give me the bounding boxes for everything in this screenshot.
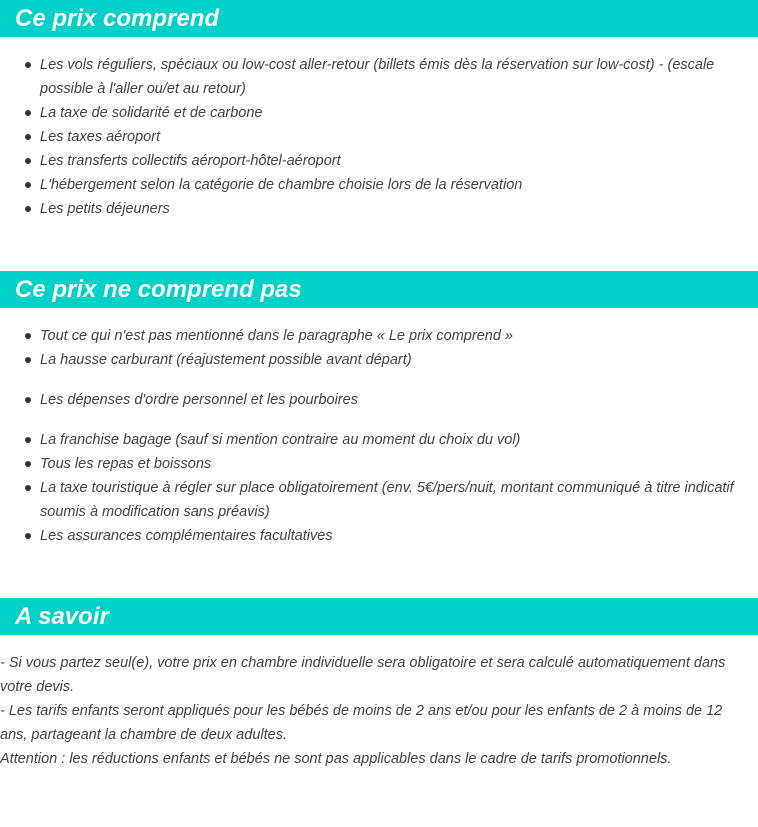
list-item-text: La franchise bagage (sauf si mention contraire au moment du choix du vol) [40,432,521,448]
info-note-child-rates: - Les tarifs enfants seront appliqués pour les bébés de moins de 2 ans et/ou pour les enfants de 2 à moins de 12 ans, partageant la chambre de deux adultes. [0,703,723,743]
bullet-icon [25,206,31,212]
list-item-text: Les assurances complémentaires facultatives [40,528,333,544]
info-notes [0,651,752,771]
list-item [0,173,756,197]
list-item [0,125,756,149]
info-note-single-room: - Si vous partez seul(e), votre prix en chambre individuelle sera obligatoire et sera calculé automatiquement dans votre devis. [0,655,726,695]
bullet-icon [25,333,31,339]
bullet-icon [25,397,31,403]
list-item [0,149,756,173]
list-item-text: Tout ce qui n'est pas mentionné dans le paragraphe « Le prix comprend » [40,328,513,344]
excludes-list [0,324,756,548]
list-item [0,388,756,412]
includes-list [0,53,756,221]
list-item-text: La hausse carburant (réajustement possible avant départ) [40,352,412,368]
bullet-icon [25,182,31,188]
list-item [0,197,756,221]
list-item-text: L'hébergement selon la catégorie de chambre choisie lors de la réservation [40,177,523,193]
list-item [0,101,756,125]
list-item-text: Les dépenses d'ordre personnel et les pourboires [40,392,358,408]
list-item-text: Les petits déjeuners [40,201,170,217]
bullet-icon [25,134,31,140]
list-item [0,452,756,476]
bullet-icon [25,110,31,116]
bullet-icon [25,533,31,539]
bullet-icon [25,158,31,164]
list-item [0,428,756,452]
list-item [0,324,756,348]
info-note-warning: Attention : les réductions enfants et bébés ne sont pas applicables dans le cadre de tarifs promotionnels. [0,751,672,767]
info-header [0,598,758,635]
list-item [0,524,756,548]
bullet-icon [25,485,31,491]
list-item [0,53,756,101]
list-item-text: Les transferts collectifs aéroport-hôtel-aéroport [40,153,341,169]
bullet-icon [25,62,31,68]
info-title: A savoir [15,603,109,630]
list-item-text: Les taxes aéroport [40,129,161,145]
bullet-icon [25,461,31,467]
bullet-icon [25,357,31,363]
list-item-text: Tous les repas et boissons [40,456,212,472]
includes-title: Ce prix comprend [15,5,220,32]
list-item-text: La taxe touristique à régler sur place obligatoirement (env. 5€/pers/nuit, montant communiqué à titre indicatif soumis à modification sans préavis) [40,480,734,520]
excludes-header [0,271,758,308]
list-item [0,476,756,524]
bullet-icon [25,437,31,443]
list-item-text: Les vols réguliers, spéciaux ou low-cost aller-retour (billets émis dès la réservation sur low-cost) - (escale possible à l'aller ou/et au retour) [40,57,715,97]
list-item-text: La taxe de solidarité et de carbone [40,105,263,121]
includes-header [0,0,758,37]
excludes-title: Ce prix ne comprend pas [15,276,302,303]
list-item [0,348,756,372]
